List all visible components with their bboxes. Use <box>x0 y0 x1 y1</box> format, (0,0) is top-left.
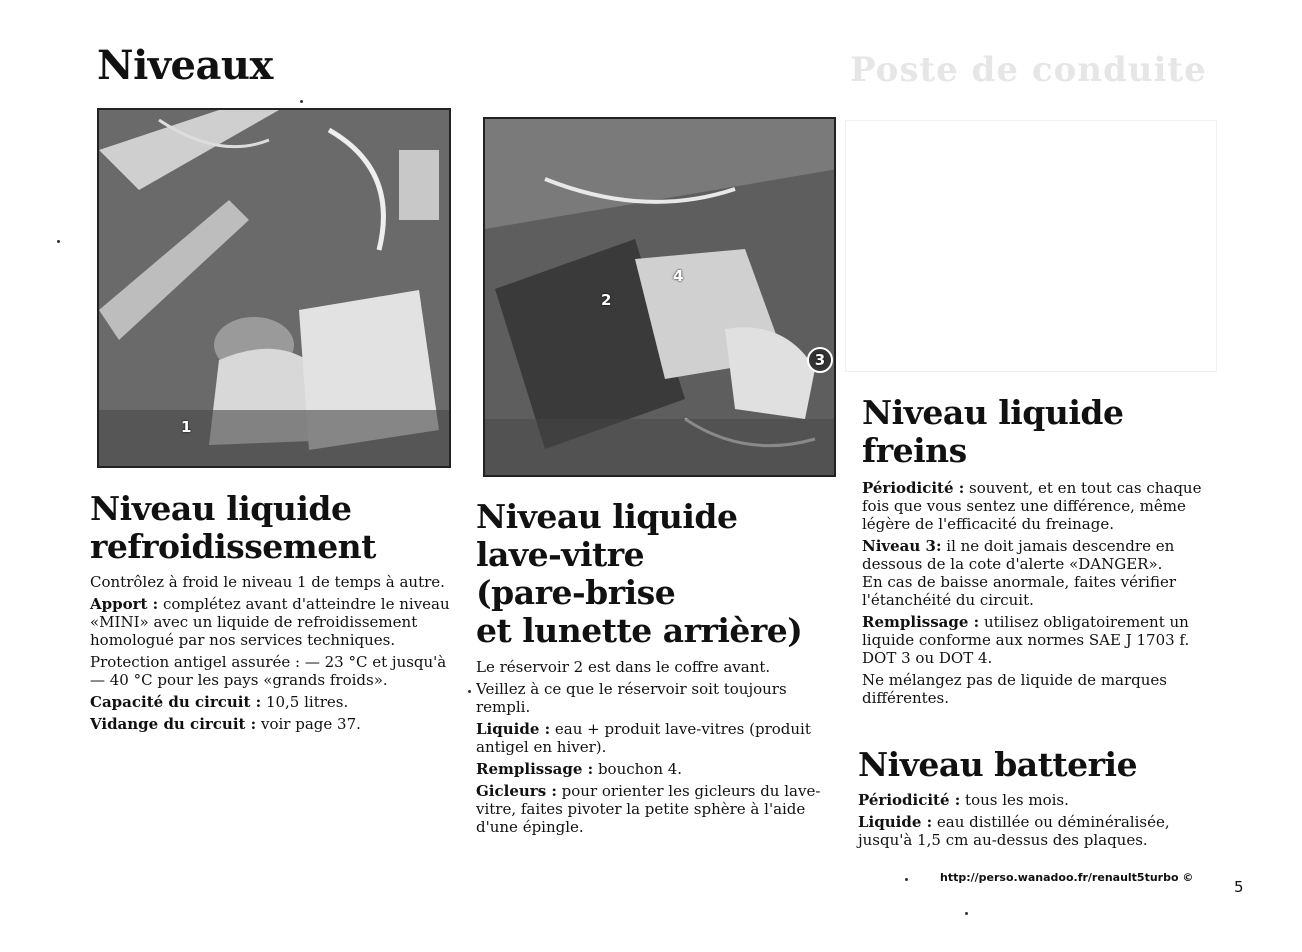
coolant-p2: Apport : complétez avant d'atteindre le niveau «MINI» avec un liquide de refroidissement homologué par nos services techniques. <box>90 595 450 649</box>
photo-washer-illustration <box>485 119 836 477</box>
coolant-p5: Vidange du circuit : voir page 37. <box>90 715 361 733</box>
text-brakes <box>862 479 1224 711</box>
scan-speck <box>468 690 471 693</box>
coolant-p3: Protection antigel assurée : — 23 °C et jusqu'à — 40 °C pour les pays «grands froids». <box>90 653 447 689</box>
washer-p1: Le réservoir 2 est dans le coffre avant. <box>476 658 771 676</box>
brakes-p1: Périodicité : souvent, et en tout cas chaque fois que vous sentez une différence, même légère de l'efficacité du freinage. <box>862 479 1202 533</box>
scan-speck <box>965 912 968 915</box>
washer-p5: Gicleurs : pour orienter les gicleurs du lave-vitre, faites pivoter la petite sphère à l'aide d'une épingle. <box>476 782 821 836</box>
brakes-p5: Ne mélangez pas de liquide de marques différentes. <box>862 671 1168 707</box>
brakes-p2: Niveau 3: il ne doit jamais descendre en dessous de la cote d'alerte «DANGER». <box>862 537 1175 573</box>
washer-p3: Liquide : eau + produit lave-vitres (produit antigel en hiver). <box>476 720 811 756</box>
photo2-marker-2: 2 <box>601 291 612 309</box>
photo-washer-reservoir <box>483 117 836 477</box>
heading-coolant: Niveau liquide refroidissement <box>90 489 376 566</box>
page-title: Niveaux <box>97 42 273 89</box>
text-washer <box>476 658 834 840</box>
brakes-p4: Remplissage : utilisez obligatoirement un liquide conforme aux normes SAE J 1703 f. DOT 3 ou DOT 4. <box>862 613 1190 667</box>
photo1-marker-1: 1 <box>181 418 192 436</box>
coolant-p4: Capacité du circuit : 10,5 litres. <box>90 693 349 711</box>
brakes-p3: En cas de baisse anormale, faites vérifier l'étanchéité du circuit. <box>862 573 1177 609</box>
ghost-bleed-title: Poste de conduite <box>850 50 1207 90</box>
battery-p2: Liquide : eau distillée ou déminéralisée, jusqu'à 1,5 cm au-dessus des plaques. <box>858 813 1170 849</box>
battery-p1: Périodicité : tous les mois. <box>858 791 1069 809</box>
text-battery <box>858 791 1228 853</box>
washer-p2: Veillez à ce que le réservoir soit toujours rempli. <box>476 680 787 716</box>
scan-speck <box>57 240 60 243</box>
scan-speck <box>905 878 908 881</box>
heading-washer: Niveau liquide lave-vitre (pare-brise et lunette arrière) <box>476 497 803 650</box>
ghost-bleed-figure <box>845 120 1217 372</box>
coolant-p1: Contrôlez à froid le niveau 1 de temps à autre. <box>90 573 445 591</box>
heading-battery: Niveau batterie <box>858 745 1138 784</box>
photo-coolant-illustration <box>99 110 451 468</box>
photo-coolant-reservoir <box>97 108 451 468</box>
text-coolant <box>90 573 450 737</box>
photo2-marker-3: 3 <box>807 347 833 373</box>
scan-speck <box>300 100 303 103</box>
page-number: 5 <box>1234 878 1244 896</box>
photo2-marker-4: 4 <box>673 267 684 285</box>
footer-url: http://perso.wanadoo.fr/renault5turbo © <box>940 871 1194 884</box>
washer-p4: Remplissage : bouchon 4. <box>476 760 683 778</box>
heading-brakes: Niveau liquide freins <box>862 393 1124 470</box>
